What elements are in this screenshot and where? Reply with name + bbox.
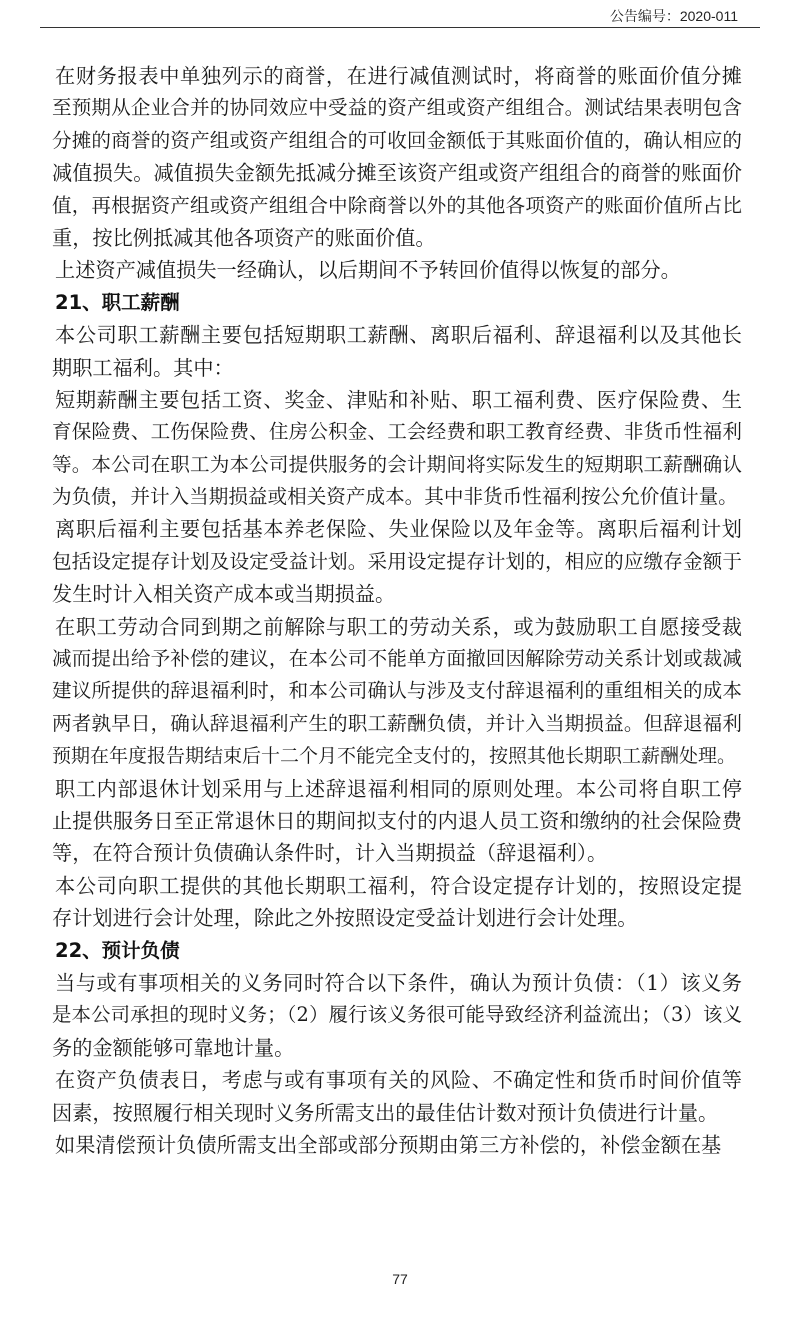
text-line: 职工内部退休计划采用与上述辞退福利相同的原则处理。本公司将自职工停 — [55, 776, 742, 801]
text-line: 值，再根据资产组或资产组组合中除商誉以外的其他各项资产的账面价值所占比 — [52, 193, 742, 217]
paragraph — [52, 870, 742, 935]
paragraph — [52, 384, 742, 514]
paragraph — [52, 319, 742, 384]
text-line: 发生时计入相关资产成本或当期损益。 — [52, 582, 396, 607]
text-line: 务的金额能够可靠地计量。 — [52, 1035, 295, 1060]
document-body — [52, 60, 742, 1161]
text-line: 为负债，并计入当期损益或相关资产成本。其中非货币性福利按公允价值计量。 — [52, 485, 738, 509]
text-line: 因素，按照履行相关现时义务所需支出的最佳估计数对预计负债进行计量。 — [52, 1100, 719, 1125]
paragraph — [52, 60, 742, 254]
paragraph — [52, 513, 742, 610]
paragraph — [52, 611, 742, 773]
text-line: 当与或有事项相关的义务同时符合以下条件，确认为预计负债：（1）该义务 — [55, 970, 742, 995]
section-heading: 22、预计负债 — [55, 938, 180, 962]
text-line: 上述资产减值损失一经确认，以后期间不予转回价值得以恢复的部分。 — [55, 258, 681, 283]
paragraph — [52, 254, 742, 286]
section-heading: 21、职工薪酬 — [55, 290, 180, 314]
text-line: 重，按比例抵减其他各项资产的账面价值。 — [52, 225, 436, 250]
paragraph — [52, 967, 742, 1064]
paragraph — [52, 773, 742, 870]
text-line: 减值损失。减值损失金额先抵减分摊至该资产组或资产组组合的商誉的账面价 — [52, 161, 742, 186]
text-line: 在资产负债表日，考虑与或有事项有关的风险、不确定性和货币时间价值等 — [55, 1068, 742, 1093]
text-line: 离职后福利主要包括基本养老保险、失业保险以及年金等。离职后福利计划 — [55, 517, 742, 542]
text-line: 如果清偿预计负债所需支出全部或部分预期由第三方补偿的，补偿金额在基 — [55, 1132, 722, 1157]
text-line: 至预期从企业合并的协同效应中受益的资产组或资产组组合。测试结果表明包含 — [52, 96, 742, 120]
text-line: 减而提出给予补偿的建议，在本公司不能单方面撤回因解除劳动关系计划或裁减 — [52, 647, 742, 671]
text-line: 存计划进行会计处理，除此之外按照设定受益计划进行会计处理。 — [52, 906, 638, 931]
text-line: 建议所提供的辞退福利时，和本公司确认与涉及支付辞退福利的重组相关的成本 — [52, 679, 742, 703]
header-divider — [40, 27, 760, 28]
paragraph — [52, 1129, 742, 1161]
text-line: 包括设定提存计划及设定受益计划。采用设定提存计划的，相应的应缴存金额于 — [52, 549, 742, 573]
text-line: 预期在年度报告期结束后十二个月不能完全支付的，按照其他长期职工薪酬处理。 — [52, 745, 737, 768]
text-line: 等。本公司在职工为本公司提供服务的会计期间将实际发生的短期职工薪酬确认 — [52, 452, 742, 476]
text-line: 分摊的商誉的资产组或资产组组合的可收回金额低于其账面价值的，确认相应的 — [52, 128, 742, 152]
text-line: 是本公司承担的现时义务；（2）履行该义务很可能导致经济利益流出；（3）该义 — [52, 1003, 742, 1027]
text-line: 本公司向职工提供的其他长期职工福利，符合设定提存计划的，按照设定提 — [55, 873, 742, 898]
text-line: 期职工福利。其中： — [52, 355, 234, 380]
text-line: 等，在符合预计负债确认条件时，计入当期损益（辞退福利）。 — [52, 841, 608, 866]
text-line: 两者孰早日，确认辞退福利产生的职工薪酬负债，并计入当期损益。但辞退福利 — [52, 711, 742, 735]
text-line: 育保险费、工伤保险费、住房公积金、工会经费和职工教育经费、非货币性福利 — [52, 420, 742, 444]
text-line: 在财务报表中单独列示的商誉，在进行减值测试时，将商誉的账面价值分摊 — [55, 64, 742, 88]
paragraph — [52, 1064, 742, 1129]
page-header — [0, 0, 800, 28]
text-line: 止提供服务日至正常退休日的期间拟支付的内退人员工资和缴纳的社会保险费 — [52, 808, 742, 833]
text-line: 在职工劳动合同到期之前解除与职工的劳动关系，或为鼓励职工自愿接受裁 — [55, 614, 742, 639]
text-line: 短期薪酬主要包括工资、奖金、津贴和补贴、职工福利费、医疗保险费、生 — [55, 387, 742, 412]
announcement-number: 公告编号：2020-011 — [609, 8, 738, 24]
text-line: 本公司职工薪酬主要包括短期职工薪酬、离职后福利、辞退福利以及其他长 — [55, 323, 742, 348]
page-number: 77 — [392, 1271, 408, 1287]
